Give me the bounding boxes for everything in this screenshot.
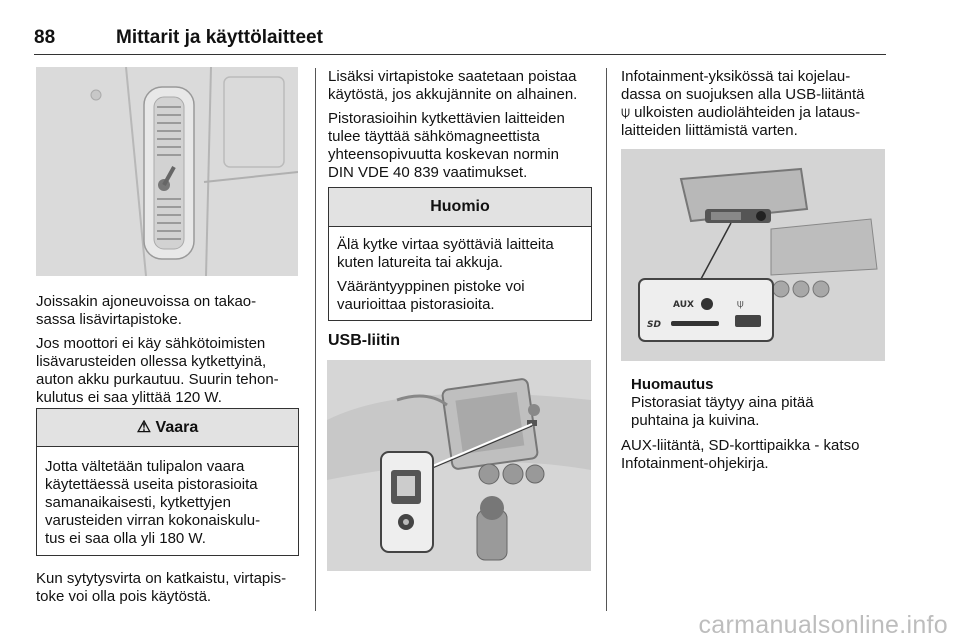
- warning-triangle-icon: ⚠: [136, 419, 152, 436]
- aux-sd-usb-illustration: [621, 149, 885, 361]
- note-title: Huomautus: [631, 376, 714, 393]
- warning-header: [37, 409, 298, 447]
- notice-header: Huomio: [329, 188, 591, 227]
- section-heading: USB-liitin: [328, 332, 400, 349]
- column-3-footer: [621, 437, 893, 479]
- page-header: [34, 26, 886, 55]
- paragraph: Infotainment-yksikössä tai kojelau- dassa on suojuksen alla USB-liitäntä ⍦ ulkoisten audiolähteiden ja lataus- laitteiden liittämistä varten.: [621, 68, 865, 139]
- aux-label: AUX: [673, 300, 694, 310]
- column-1-footer: [36, 570, 308, 612]
- column-2-text: [328, 68, 598, 188]
- column-3-text: [621, 68, 893, 146]
- paragraph: Jos moottori ei käy sähkötoimisten lisävarusteiden ollessa kytkettyinä, auton akku purkautuu. Suurin tehon- kulutus ei saa ylittää 120 W.: [36, 335, 279, 406]
- paragraph: Lisäksi virtapistoke saatetaan poistaa käytöstä, jos akkujännite on alhainen.: [328, 68, 578, 103]
- warning-box: [36, 408, 299, 556]
- usb-icon: ⍦: [737, 297, 744, 310]
- paragraph: Joissakin ajoneuvoissa on takao- sassa lisävirtapistoke.: [36, 293, 257, 328]
- column-divider: [315, 68, 316, 611]
- paragraph: Pistorasioihin kytkettävien laitteiden tulee täyttää sähkömagneettista yhteensopivuutta koskevan normin DIN VDE 40 839 vaatimukset.: [328, 110, 565, 181]
- notice-text: [329, 227, 591, 314]
- column-divider: [606, 68, 607, 611]
- rear-socket-illustration: [36, 67, 298, 276]
- column-1-text: [36, 293, 306, 413]
- page-title: Mittarit ja käyttölaitteet: [116, 27, 323, 48]
- page-number: 88: [34, 27, 56, 48]
- warning-text: Jotta vältetään tulipalon vaara käytettäessä useita pistorasioita samanaikaisesti, kytkettyjen varusteiden virran kokonaiskulu- tus ei saa olla yli 180 W.: [45, 458, 261, 547]
- note-text: Pistorasiat täytyy aina pitää puhtaina ja kuivina.: [631, 394, 814, 429]
- paragraph: AUX-liitäntä, SD-korttipaikka - katso Infotainment-ohjekirja.: [621, 437, 860, 472]
- usb-connector-illustration: [327, 360, 591, 571]
- watermark: carmanualsonline.info: [698, 611, 948, 639]
- paragraph: Vääräntyyppinen pistoke voi vaurioittaa pistorasioita.: [337, 278, 525, 313]
- paragraph: Kun sytytysvirta on katkaistu, virtapis- toke voi olla pois käytöstä.: [36, 570, 287, 605]
- note-block: [631, 376, 881, 430]
- notice-box: [328, 187, 592, 321]
- warning-title: Vaara: [155, 419, 199, 436]
- paragraph: Älä kytke virtaa syöttäviä laitteita kuten latureita tai akkuja.: [337, 236, 554, 271]
- svg-text:SD: SD: [647, 320, 661, 330]
